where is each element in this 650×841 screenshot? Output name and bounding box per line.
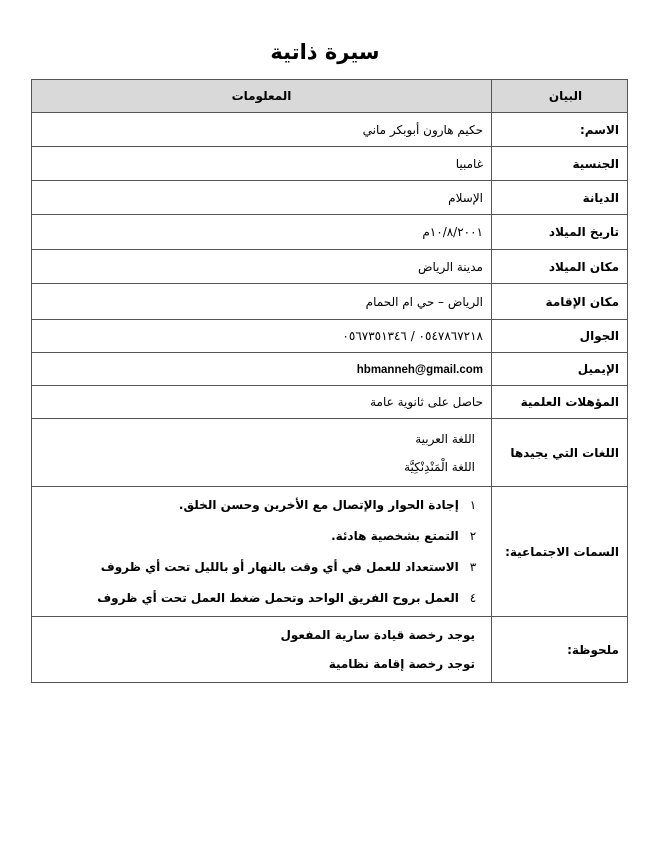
languages-value <box>32 419 492 487</box>
trait-text: الاستعداد للعمل في أي وقت بالنهار أو بالليل تحت أي ظروف <box>100 559 459 574</box>
trait-number: ١ <box>469 497 477 512</box>
row-value: حكيم هارون أبوبكر ماني <box>32 113 492 147</box>
row-value: حاصل على ثانوية عامة <box>32 386 492 419</box>
email-value <box>32 353 492 386</box>
note-item: يوجد رخصة قيادة سارية المفعول <box>280 627 475 642</box>
trait-text: إجادة الحوار والإتصال مع الأخرين وحسن الخلق. <box>178 497 459 512</box>
trait-item <box>40 490 483 521</box>
row-value: الرياض – حي ام الحمام <box>32 284 492 320</box>
row-notes <box>32 617 628 683</box>
row-label: الجنسية <box>492 147 628 181</box>
language-item: اللغة الْمَنْدِنْكِيَّة <box>404 459 475 474</box>
row-qualifications <box>32 386 628 419</box>
row-value: ١٠/٨/٢٠٠١م <box>32 215 492 250</box>
trait-text: العمل بروح الفريق الواحد وتحمل ضغط العمل تحت أي ظروف <box>97 590 459 605</box>
row-label: مكان الإقامة <box>492 284 628 320</box>
note-item: توجد رخصة إقامة نظامية <box>328 656 475 671</box>
trait-number: ٢ <box>469 528 477 543</box>
trait-number: ٤ <box>469 590 477 605</box>
traits-value <box>32 487 492 617</box>
row-birth-date <box>32 215 628 250</box>
row-label: الاسم: <box>492 113 628 147</box>
row-name <box>32 113 628 147</box>
row-religion <box>32 181 628 215</box>
language-item: اللغة العربية <box>415 431 475 446</box>
notes-value <box>32 617 492 683</box>
notes-label: ملحوظة: <box>492 617 628 683</box>
cv-table <box>31 79 628 683</box>
languages-label: اللغات التي يجيدها <box>492 419 628 487</box>
row-languages <box>32 419 628 487</box>
table-header-row <box>32 80 628 113</box>
row-label: مكان الميلاد <box>492 250 628 284</box>
trait-item <box>40 583 483 614</box>
trait-text: التمتع بشخصية هادئة. <box>331 528 459 543</box>
trait-item <box>40 552 483 583</box>
trait-number: ٣ <box>469 559 477 574</box>
row-mobile <box>32 320 628 353</box>
page-title: سيرة ذاتية <box>270 40 380 64</box>
row-value: غامبيا <box>32 147 492 181</box>
traits-label: السمات الاجتماعية: <box>492 487 628 617</box>
row-value: الإسلام <box>32 181 492 215</box>
row-birth-place <box>32 250 628 284</box>
row-label: الإيميل <box>492 353 628 386</box>
row-residence <box>32 284 628 320</box>
row-value: ٠٥٤٧٨٦٧٢١٨ / ٠٥٦٧٣٥١٣٤٦ <box>32 320 492 353</box>
email-text: hbmanneh@gmail.com <box>356 364 483 376</box>
trait-item <box>40 521 483 552</box>
row-traits <box>32 487 628 617</box>
row-email <box>32 353 628 386</box>
row-label: المؤهلات العلمية <box>492 386 628 419</box>
row-label: تاريخ الميلاد <box>492 215 628 250</box>
row-nationality <box>32 147 628 181</box>
row-label: الديانة <box>492 181 628 215</box>
row-label: الجوال <box>492 320 628 353</box>
header-label: البيان <box>492 80 628 113</box>
row-value: مدينة الرياض <box>32 250 492 284</box>
header-value: المعلومات <box>32 80 492 113</box>
